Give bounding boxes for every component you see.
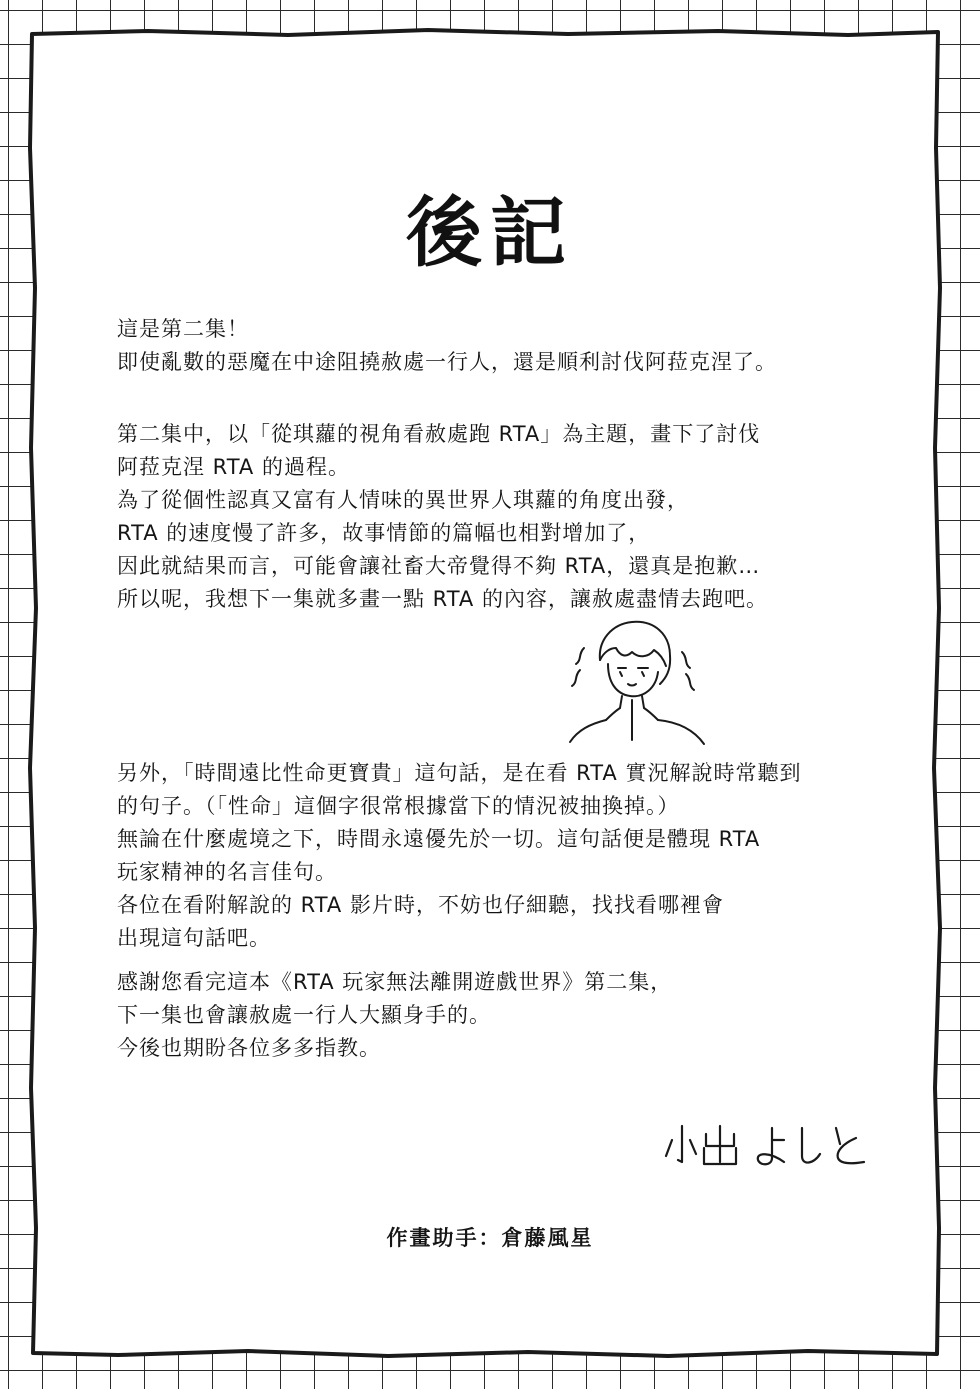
text-line: 出現這句話吧。 <box>117 926 271 950</box>
paragraph-thanks <box>117 966 857 1065</box>
text-line: 所以呢，我想下一集就多畫一點 RTA 的內容，讓赦處盡情去跑吧。 <box>117 587 768 611</box>
page-title: 後記 <box>406 188 574 277</box>
author-doodle-illustration <box>560 612 720 752</box>
text-line: RTA 的速度慢了許多，故事情節的篇幅也相對增加了， <box>117 521 651 545</box>
text-line: 今後也期盼各位多多指教。 <box>117 1036 381 1060</box>
paragraph-quote <box>117 757 857 955</box>
assistant-credit: 作畫助手：倉藤風星 <box>386 1226 594 1250</box>
text-line: 阿菈克涅 RTA 的過程。 <box>117 455 350 479</box>
text-line: 另外，「時間遠比性命更寶貴」這句話，是在看 RTA 實況解說時常聽到 <box>117 761 802 785</box>
text-line: 這是第二集！ <box>117 317 249 341</box>
paragraph-intro <box>117 313 857 379</box>
text-line: 為了從個性認真又富有人情味的異世界人琪蘿的角度出發， <box>117 488 689 512</box>
text-line: 下一集也會讓赦處一行人大顯身手的。 <box>117 1003 491 1027</box>
text-line: 第二集中，以「從琪蘿的視角看赦處跑 RTA」為主題，畫下了討伐 <box>117 422 761 446</box>
text-line: 感謝您看完這本《RTA 玩家無法離開遊戲世界》第二集， <box>117 970 673 994</box>
text-line: 無論在什麼處境之下，時間永遠優先於一切。這句話便是體現 RTA <box>117 827 761 851</box>
handwritten-signature <box>660 1118 870 1178</box>
text-line: 即使亂數的惡魔在中途阻撓赦處一行人，還是順利討伐阿菈克涅了。 <box>117 350 777 374</box>
text-line: 因此就結果而言，可能會讓社畜大帝覺得不夠 RTA，還真是抱歉… <box>117 554 761 578</box>
text-line: 玩家精神的名言佳句。 <box>117 860 337 884</box>
text-line: 的句子。（「性命」這個字很常根據當下的情況被抽換掉。） <box>117 794 680 818</box>
text-line: 各位在看附解說的 RTA 影片時，不妨也仔細聽，找找看哪裡會 <box>117 893 724 917</box>
paragraph-theme <box>117 418 857 616</box>
